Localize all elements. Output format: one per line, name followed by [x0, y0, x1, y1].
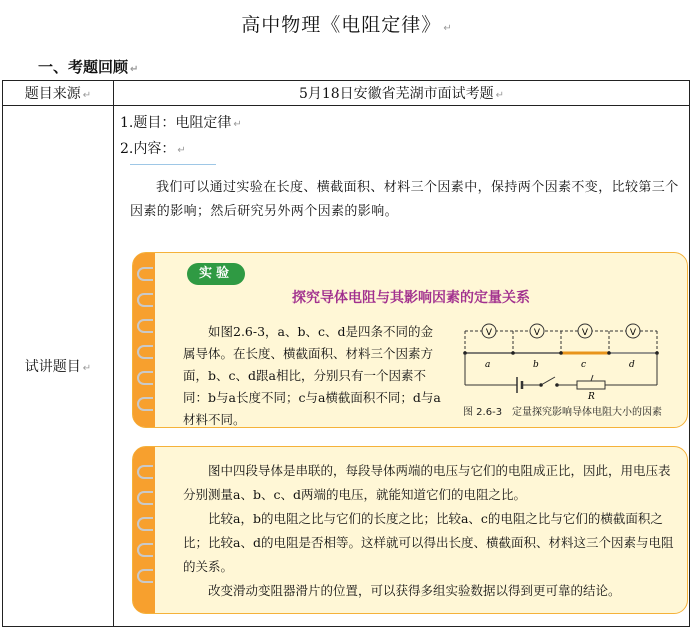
voltmeter-label: V — [629, 328, 637, 338]
conductor-label: c — [581, 360, 587, 370]
rheostat-icon — [577, 381, 605, 389]
review-table — [2, 80, 690, 627]
conductor-label: d — [629, 360, 635, 370]
voltmeter-label: V — [581, 328, 589, 338]
item-content: 2.内容： ↵ — [120, 141, 186, 157]
item-topic: 1.题目：电阻定律 ↵ — [120, 115, 242, 131]
notes-paragraph-2: 比较a，b的电阻之比与它们的长度之比；比较a、c的电阻之比与它们的横截面积之比；比较a、d的电阻是否相等。这样就可以得出长度、横截面积、材料这三个因素与电阻的关系。 — [183, 511, 674, 574]
ring-icon — [137, 543, 153, 557]
experiment-text: 如图2.6-3，a、b、c、d是四条不同的金属导体。在长度、横截面积、材料三个因素方面，b、c、d跟a相比，分别只有一个因素不同：b与a长度不同；c与a横截面积不同；d与a材料不同。 — [183, 324, 441, 427]
source-value-cell: 5月18日安徽省芜湖市面试考题 ↵ — [114, 81, 690, 106]
ring-icon — [137, 397, 153, 411]
trial-content-cell — [114, 106, 690, 627]
notes-paragraph-3: 改变滑动变阻器滑片的位置，可以获得多组实验数据以得到更可靠的结论。 — [208, 583, 621, 598]
ring-icon — [137, 371, 153, 385]
section-heading: 一、考题回顾 ↵ — [38, 58, 139, 76]
circuit-diagram — [457, 317, 667, 401]
voltmeter-label: V — [485, 328, 493, 338]
ring-icon — [137, 569, 153, 583]
intro-paragraph: 我们可以通过实验在长度、横截面积、材料三个因素中，保持两个因素不变，比较第三个因素的影响；然后研究另外两个因素的影响。 — [130, 180, 679, 219]
ring-icon — [137, 491, 153, 505]
ring-icon — [137, 319, 153, 333]
experiment-badge: 实验 — [187, 263, 245, 285]
source-label-cell: 题目来源 ↵ — [3, 81, 114, 106]
conductor-label: b — [533, 360, 539, 370]
table-row — [3, 81, 690, 106]
ring-icon — [137, 345, 153, 359]
switch-icon — [541, 377, 555, 385]
notes-card — [132, 446, 688, 614]
ring-icon — [137, 267, 153, 281]
notes-paragraph-1: 图中四段导体是串联的，每段导体两端的电压与它们的电阻成正比，因此，用电压表分别测量a、b、c、d两端的电压，就能知道它们的电阻之比。 — [183, 463, 671, 502]
figure-caption: 图 2.6-3 定量探究影响导体电阻大小的因素 — [463, 407, 663, 418]
document-title: 高中物理《电阻定律》 ↵ — [241, 14, 453, 36]
voltmeter-label: V — [533, 328, 541, 338]
experiment-card — [132, 252, 688, 428]
experiment-title: 探究导体电阻与其影响因素的定量关系 — [292, 290, 530, 306]
conductor-label: a — [485, 360, 491, 370]
divider — [130, 164, 216, 165]
resistor-label: R — [588, 392, 595, 401]
ring-icon — [137, 465, 153, 479]
table-row — [3, 106, 690, 627]
trial-label-cell: 试讲题目 ↵ — [3, 106, 114, 627]
ring-icon — [137, 517, 153, 531]
